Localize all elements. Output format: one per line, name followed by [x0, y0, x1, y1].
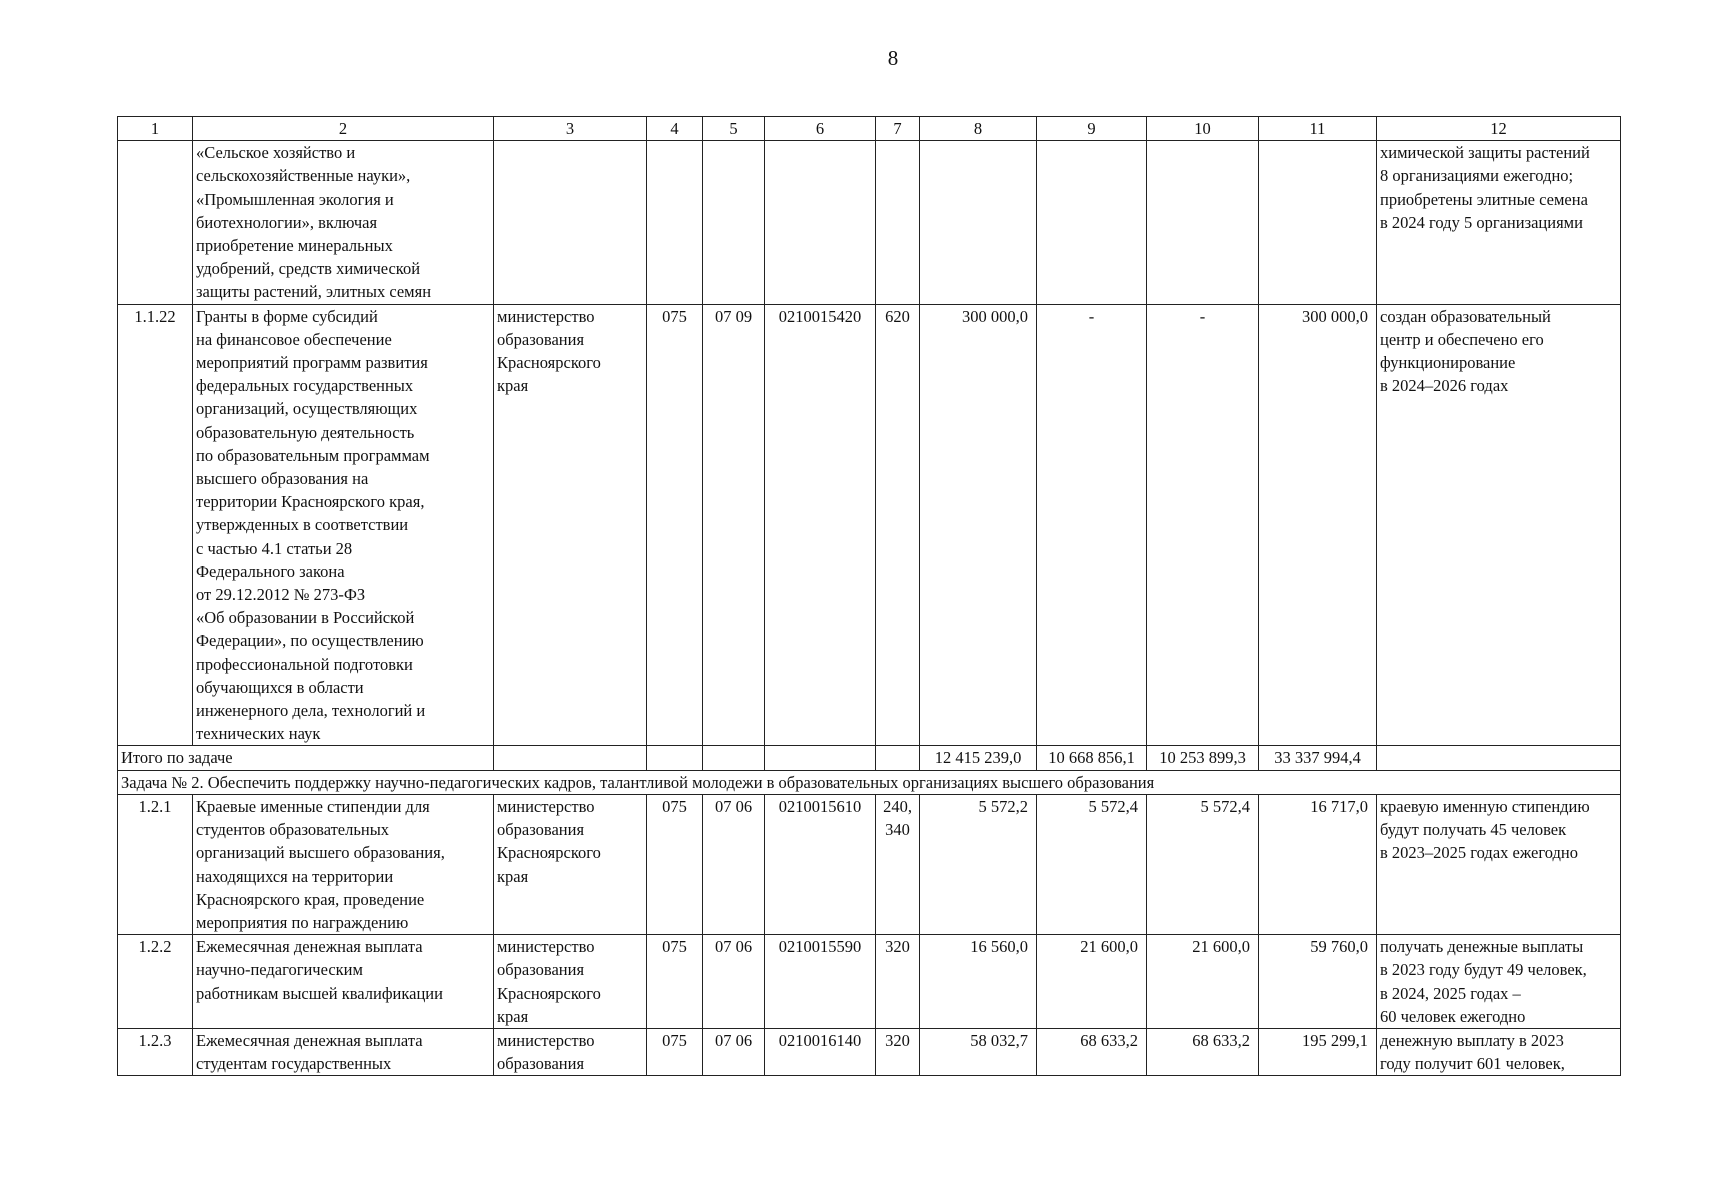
table-row: [118, 794, 1621, 934]
expected-result: денежную выплату в 2023 году получит 601 человек,: [1377, 1028, 1621, 1075]
csr-code: 0210016140: [765, 1028, 876, 1075]
total-all: 33 337 994,4: [1259, 746, 1377, 770]
grbs-code: 075: [647, 1028, 703, 1075]
activity-name: Гранты в форме субсидий на финансовое обеспечение мероприятий программ развития федеральных государственных организаций, осуществляющих образовательную деятельность по образовательным программам высшего образования на территории Красноярского края, утвержденных в соответствии с частью 4.1 статьи 28 Федерального закона от 29.12.2012 № 273-ФЗ «Об образовании в Российской Федерации», по осуществлению профессиональной подготовки обучающихся в области инженерного дела, технологий и технических наук: [193, 304, 494, 746]
table-row: [118, 304, 1621, 746]
amount-2023: 16 560,0: [920, 935, 1037, 1029]
column-header: 4: [647, 117, 703, 141]
table-row: [118, 1028, 1621, 1075]
amount-2023: 5 572,2: [920, 794, 1037, 934]
column-header: 8: [920, 117, 1037, 141]
amount-2024: -: [1037, 304, 1147, 746]
amount-total: 195 299,1: [1259, 1028, 1377, 1075]
grbs-code: 075: [647, 935, 703, 1029]
amount-2024: 68 633,2: [1037, 1028, 1147, 1075]
column-header: 1: [118, 117, 193, 141]
amount-2024: 21 600,0: [1037, 935, 1147, 1029]
amount-2025: 5 572,4: [1147, 794, 1259, 934]
task-heading: Задача № 2. Обеспечить поддержку научно-педагогических кадров, талантливой молодежи в образовательных организациях высшего образования: [118, 770, 1621, 794]
amount-total: 59 760,0: [1259, 935, 1377, 1029]
amount-total: 300 000,0: [1259, 304, 1377, 746]
total-2025: 10 253 899,3: [1147, 746, 1259, 770]
vr-code: 620: [876, 304, 920, 746]
column-header: 2: [193, 117, 494, 141]
grbs-code: 075: [647, 304, 703, 746]
column-header: 12: [1377, 117, 1621, 141]
csr-code: 0210015610: [765, 794, 876, 934]
rzpr-code: 07 09: [703, 304, 765, 746]
amount-2025: 21 600,0: [1147, 935, 1259, 1029]
amount-2025: 68 633,2: [1147, 1028, 1259, 1075]
rzpr-code: 07 06: [703, 794, 765, 934]
budget-table: [117, 116, 1621, 1076]
total-2023: 12 415 239,0: [920, 746, 1037, 770]
amount-2023: 300 000,0: [920, 304, 1037, 746]
rzpr-code: 07 06: [703, 935, 765, 1029]
task-total-label: Итого по задаче: [118, 746, 494, 770]
row-number: 1.2.2: [118, 935, 193, 1029]
column-header: 5: [703, 117, 765, 141]
continuation-row: [118, 141, 1621, 304]
activity-name: Ежемесячная денежная выплата научно-педагогическим работникам высшей квалификации: [193, 935, 494, 1029]
amount-2024: 5 572,4: [1037, 794, 1147, 934]
table-row: [118, 935, 1621, 1029]
expected-result: краевую именную стипендию будут получать 45 человек в 2023–2025 годах ежегодно: [1377, 794, 1621, 934]
column-header: 6: [765, 117, 876, 141]
task-total-row: [118, 746, 1621, 770]
csr-code: 0210015590: [765, 935, 876, 1029]
expected-result: создан образовательный центр и обеспечено его функционирование в 2024–2026 годах: [1377, 304, 1621, 746]
total-2024: 10 668 856,1: [1037, 746, 1147, 770]
vr-code: 320: [876, 935, 920, 1029]
column-header: 10: [1147, 117, 1259, 141]
grbs-code: 075: [647, 794, 703, 934]
executor: министерство образования: [494, 1028, 647, 1075]
row-number: 1.1.22: [118, 304, 193, 746]
row-number: 1.2.3: [118, 1028, 193, 1075]
expected-result: получать денежные выплаты в 2023 году будут 49 человек, в 2024, 2025 годах – 60 человек ежегодно: [1377, 935, 1621, 1029]
row-number: 1.2.1: [118, 794, 193, 934]
executor: министерство образования Красноярского края: [494, 935, 647, 1029]
vr-code: 240, 340: [876, 794, 920, 934]
column-header: 11: [1259, 117, 1377, 141]
amount-2023: 58 032,7: [920, 1028, 1037, 1075]
column-header-row: [118, 117, 1621, 141]
executor: министерство образования Красноярского края: [494, 794, 647, 934]
executor: министерство образования Красноярского края: [494, 304, 647, 746]
expected-result: химической защиты растений 8 организациями ежегодно; приобретены элитные семена в 2024 году 5 организациями: [1377, 141, 1621, 304]
column-header: 3: [494, 117, 647, 141]
column-header: 7: [876, 117, 920, 141]
page-number: 8: [887, 46, 899, 70]
amount-2025: -: [1147, 304, 1259, 746]
column-header: 9: [1037, 117, 1147, 141]
activity-name: Ежемесячная денежная выплата студентам государственных: [193, 1028, 494, 1075]
task-heading-row: [118, 770, 1621, 794]
csr-code: 0210015420: [765, 304, 876, 746]
activity-name: «Сельское хозяйство и сельскохозяйственные науки», «Промышленная экология и биотехнологии», включая приобретение минеральных удобрений, средств химической защиты растений, элитных семян: [193, 141, 494, 304]
rzpr-code: 07 06: [703, 1028, 765, 1075]
amount-total: 16 717,0: [1259, 794, 1377, 934]
activity-name: Краевые именные стипендии для студентов образовательных организаций высшего образования, находящихся на территории Красноярского края, проведение мероприятия по награждению: [193, 794, 494, 934]
vr-code: 320: [876, 1028, 920, 1075]
